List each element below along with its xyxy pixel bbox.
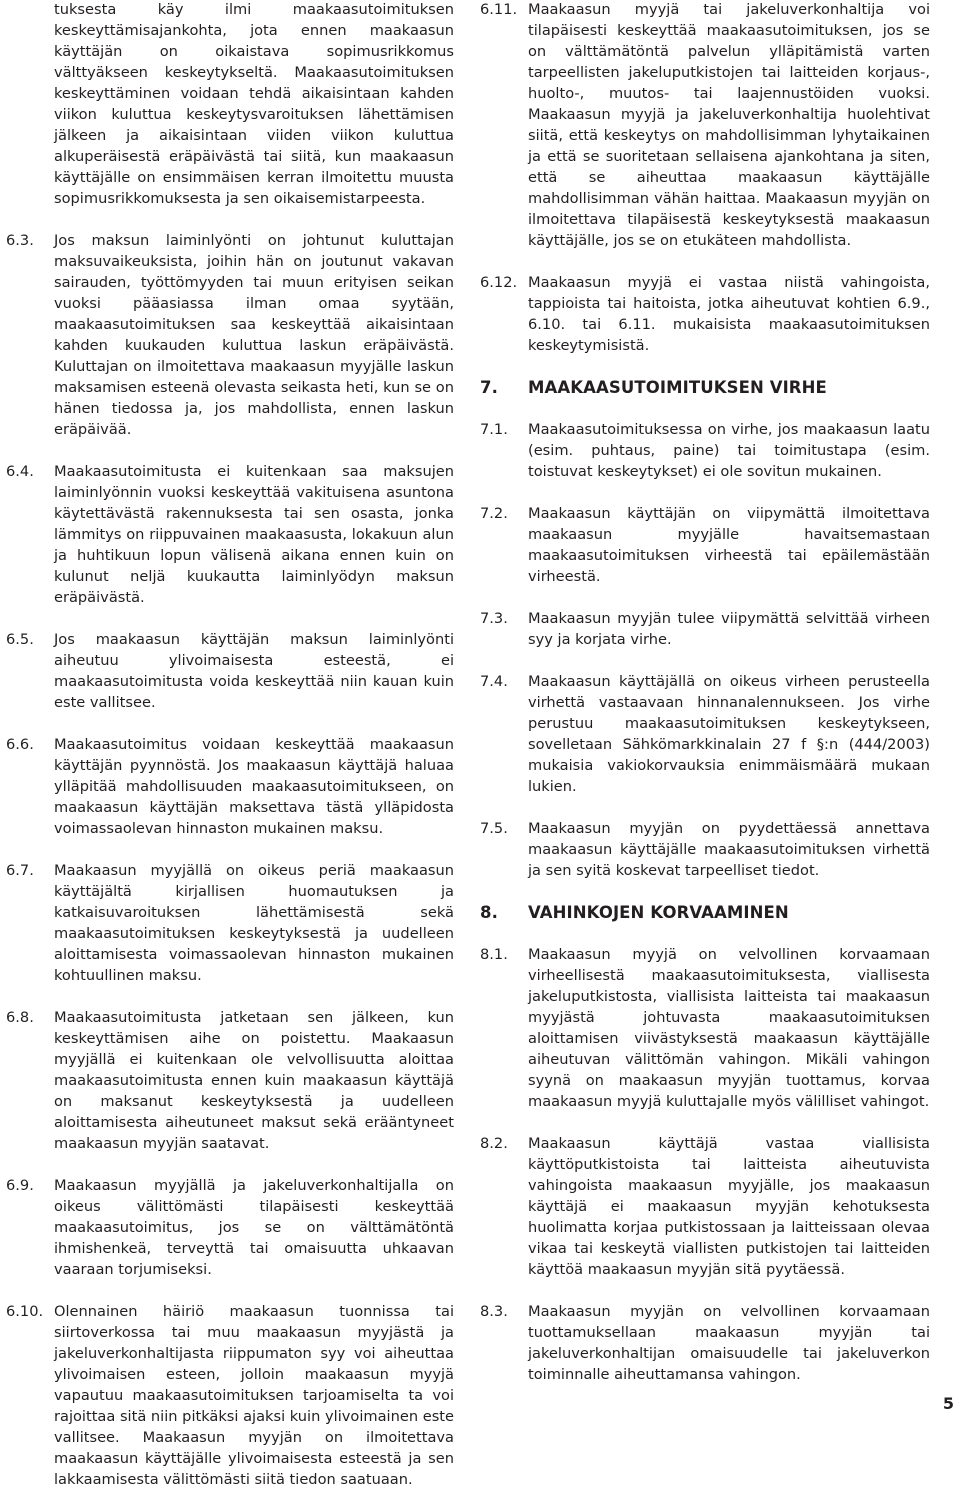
section-text: Maakaasun myyjä tai jakeluverkonhaltija voi tilapäisesti keskeyttää maakaasutoimituksen, jos se on välttämätöntä palvelun ylläpitämistä varten tarpeellisten jakeluputkistojen tai laitteiden korjaus-, huolto-, muutos- tai laajennustöiden vuoksi. Maakaasun myyjä ja jakeluverkonhaltija huolehtivat siitä, että keskeytys on mahdollisimman lyhytaikainen ja että se suoritetaan sellaisena ajankohtana ja siten, että se aiheuttaa maakaasun käyttäjälle mahdollisimman vähän haittaa. Maakaasun myyjän on ilmoitettava tilapäisestä keskeytyksestä maakaasun käyttäjälle, jos se on etukäteen mahdollista. — [528, 1, 930, 249]
section-7-4 — [480, 671, 930, 797]
section-6-8 — [6, 1007, 454, 1154]
section-number: 6.10. — [6, 1303, 44, 1320]
left-column — [6, 0, 454, 1511]
section-number: 8.2. — [480, 1135, 508, 1152]
section-text: Maakaasun käyttäjä vastaa viallisista käyttöputkistoista tai laitteista aiheutuvista vahingoista maakaasun myyjälle, jos maakaasun käyttäjä ei maakaasun myyjän kehotuksesta huolimatta korjaa putkistossaan ja laitteissaan olevaa vikaa tai keskeytä viallisten putkistojen tai laitteiden käyttöä maakaasun myyjän sitä pyytäessä. — [528, 1135, 930, 1278]
section-number: 6.11. — [480, 1, 518, 18]
section-8-2 — [480, 1133, 930, 1280]
section-6-6 — [6, 734, 454, 839]
section-6-11 — [480, 0, 930, 251]
section-text: Olennainen häiriö maakaasun tuonnissa tai siirtoverkossa tai muu maakaasun myyjästä ja jakeluverkonhaltijasta riippumaton syy voi aiheuttaa ylivoimaisen esteen, jolloin maakaasun myyjä vapautuu maakaasutoimituksen tarjoamiselta ta voi rajoittaa sitä niin pitkäksi ajaksi kuin ylivoimainen este vallitsee. Maakaasun myyjän on ilmoitettava maakaasun käyttäjälle ylivoimaisesta esteestä ja sen lakkaamisesta välittömästi siitä tiedon saatuaan. — [54, 1303, 454, 1488]
section-text: Jos maksun laiminlyönti on johtunut kuluttajan maksuvaikeuksista, joihin hän on joutunut vakavan sairauden, työttömyyden tai muun erityisen seikan vuoksi pääasiassa ilman omaa syytään, maakaasutoimituksen saa keskeyttää aikaisintaan kahden kuukauden kuluttua laskun eräpäivästä. Kuluttajan on ilmoitettava maakaasun myyjälle laskun maksamisen esteenä olevasta seikasta heti, kun se on hänen tiedossa ja, jos mahdollista, ennen laskun eräpäivää. — [54, 232, 454, 438]
section-text: Jos maakaasun käyttäjän maksun laiminlyönti aiheutuu ylivoimaisesta esteestä, ei maakaasutoimitusta voida keskeyttää niin kauan kuin este vallitsee. — [54, 631, 454, 711]
section-8-3 — [480, 1301, 930, 1385]
section-number: 6.4. — [6, 463, 34, 480]
section-number: 6.12. — [480, 274, 518, 291]
section-7-1 — [480, 419, 930, 482]
section-6-9 — [6, 1175, 454, 1280]
continuation-paragraph: tuksesta käy ilmi maakaasutoimituksen keskeyttämisajankohta, jota ennen maakaasun käyttäjän on oikaistava sopimusrikkomus välttyäkseen keskeytykseltä. Maakaasutoimituksen keskeyttäminen voidaan tehdä aikaisintaan kahden viikon kuluttua keskeytysvaroituksen lähettämisen jälkeen ja aikaisintaan viiden viikon kuluttua alkuperäisestä eräpäivästä tai siitä, kun maakaasun käyttäjälle on ensimmäisen kerran ilmoitettu muusta sopimusrikkomuksesta ja sen oikaisemistarpeesta. — [54, 1, 454, 207]
section-heading-8 — [480, 902, 930, 923]
section-text: Maakaasun myyjä on velvollinen korvaamaan virheellisestä maakaasutoimituksesta, viallisesta jakeluputkistosta, viallisista laitteista tai maakaasun myyjästä johtuvasta maakaasutoimituksen aloittamisen viivästyksestä maakaasun käyttäjälle aiheutuvan välittömän vahingon. Mikäli vahingon syynä on maakaasun myyjän tuottamus, korvaa maakaasun myyjä kuluttajalle myös välilliset vahingot. — [528, 946, 930, 1110]
section-6-3 — [6, 230, 454, 440]
section-number: 6.5. — [6, 631, 34, 648]
section-6-10 — [6, 1301, 454, 1490]
section-number: 6.6. — [6, 736, 34, 753]
right-column — [480, 0, 930, 1406]
section-6-12 — [480, 272, 930, 356]
section-text: Maakaasun myyjän on pyydettäessä annettava maakaasun käyttäjälle maakaasutoimituksen virhettä ja sen syitä koskevat tarpeelliset tiedot. — [528, 820, 930, 879]
section-text: Maakaasun myyjällä ja jakeluverkonhaltijalla on oikeus välittömästi tilapäisesti keskeyttää maakaasutoimitus, jos se on välttämätöntä ihmishenkeä, terveyttä tai omaisuutta uhkaavan vaaraan torjumiseksi. — [54, 1177, 454, 1278]
section-number: 6.8. — [6, 1009, 34, 1026]
section-number: 7.5. — [480, 820, 508, 837]
section-text: Maakaasun käyttäjällä on oikeus virheen perusteella virhettä vastaavaan hinnanalennukseen. Jos virhe perustuu maakaasutoimituksen keskeytykseen, sovelletaan Sähkömarkkinalain 27 f §:n (444/2003) mukaisia vakiokorvauksia enimmäismäärä mukaan lukien. — [528, 673, 930, 795]
heading-number: 8. — [480, 903, 498, 922]
section-6-4 — [6, 461, 454, 608]
section-number: 8.1. — [480, 946, 508, 963]
section-8-1 — [480, 944, 930, 1112]
section-text: Maakaasun myyjän on velvollinen korvaamaan tuottamuksellaan maakaasun myyjän tai jakeluverkonhaltijan omaisuudelle tai jakeluverkon toiminnalle aiheuttamansa vahingon. — [528, 1303, 930, 1383]
section-6-7 — [6, 860, 454, 986]
section-text: Maakaasun myyjän tulee viipymättä selvittää virheen syy ja korjata virhe. — [528, 610, 930, 648]
section-text: Maakaasutoimituksessa on virhe, jos maakaasun laatu (esim. puhtaus, paine) tai toimitustapa (esim. toistuvat keskeytykset) ei ole sovitun mukainen. — [528, 421, 930, 480]
section-text: Maakaasun myyjä ei vastaa niistä vahingoista, tappioista tai haitoista, jotka aiheutuvat kohtien 6.9., 6.10. tai 6.11. mukaisista maakaasutoimituksen keskeytymisistä. — [528, 274, 930, 354]
section-number: 6.9. — [6, 1177, 34, 1194]
heading-number: 7. — [480, 378, 498, 397]
section-number: 7.4. — [480, 673, 508, 690]
section-text: Maakaasutoimitusta jatketaan sen jälkeen, kun keskeyttämisen aihe on poistettu. Maakaasun myyjällä ei kuitenkaan ole velvollisuutta aloittaa maakaasutoimitusta ennen kuin maakaasun käyttäjä on maksanut keskeytyksestä ja uudelleen aloittamisesta aiheutuneet maksut sekä erääntyneet maakaasun myyjän saatavat. — [54, 1009, 454, 1152]
section-number: 7.1. — [480, 421, 508, 438]
section-7-2 — [480, 503, 930, 587]
section-text: Maakaasun käyttäjän on viipymättä ilmoitettava maakaasun myyjälle havaitsemastaan maakaasutoimituksen virheestä tai epäilemästään virheestä. — [528, 505, 930, 585]
section-heading-7 — [480, 377, 930, 398]
section-number: 7.3. — [480, 610, 508, 627]
heading-title: VAHINKOJEN KORVAAMINEN — [528, 903, 789, 922]
section-number: 8.3. — [480, 1303, 508, 1320]
section-text: Maakaasutoimitus voidaan keskeyttää maakaasun käyttäjän pyynnöstä. Jos maakaasun käyttäjä haluaa ylläpitää mahdollisuuden maakaasutoimitukseen, on maakaasun käyttäjän maksettava tästä ylläpidosta voimassaolevan hinnaston mukainen maksu. — [54, 736, 454, 837]
section-7-5 — [480, 818, 930, 881]
section-6-5 — [6, 629, 454, 713]
section-7-3 — [480, 608, 930, 650]
section-number: 6.3. — [6, 232, 34, 249]
section-text: Maakaasutoimitusta ei kuitenkaan saa maksujen laiminlyönnin vuoksi keskeyttää vakituisena asuntona käytettävästä rakennuksesta tai sen osasta, jonka lämmitys on riippuvainen maakaasusta, lokakuun alun ja huhtikuun lopun välisenä aikana ennen kuin on kulunut neljä kuukautta laiminlyödyn maksun eräpäivästä. — [54, 463, 454, 606]
section-text: Maakaasun myyjällä on oikeus periä maakaasun käyttäjältä kirjallisen huomautuksen ja katkaisuvaroituksen lähettämisestä sekä maakaasutoimituksen keskeytyksestä ja uudelleen aloittamisesta voimassaolevan hinnaston mukainen kohtuullinen maksu. — [54, 862, 454, 984]
page-number: 5 — [942, 1394, 954, 1413]
section-number: 7.2. — [480, 505, 508, 522]
heading-title: MAAKAASUTOIMITUKSEN VIRHE — [528, 378, 827, 397]
section-number: 6.7. — [6, 862, 34, 879]
